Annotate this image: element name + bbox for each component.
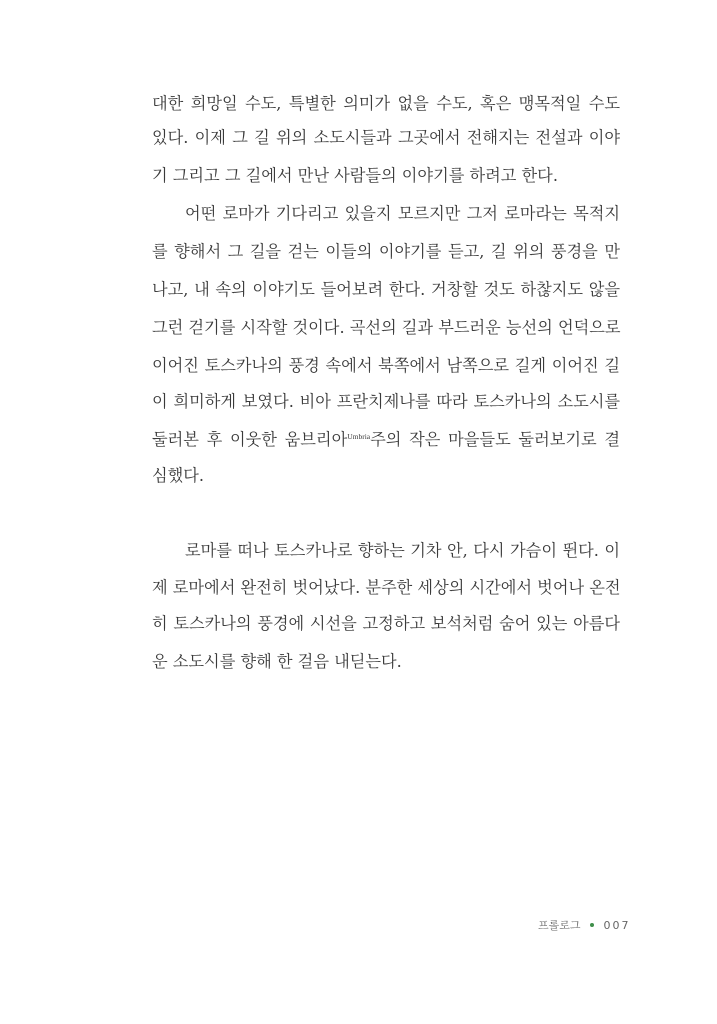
page-number: 007 <box>603 919 631 932</box>
paragraph-1-line-2: 있다. 이제 그 길 위의 소도시들과 그곳에서 전해지는 전설과 이야 <box>152 128 620 147</box>
footer-section-title: 프롤로그 <box>538 919 581 932</box>
paragraph-2-line-4: 그런 걷기를 시작할 것이다. 곡선의 길과 부드러운 능선의 언덕으로 <box>152 318 621 337</box>
paragraph-2-line-5: 이어진 토스카나의 풍경 속에서 북쪽에서 남쪽으로 길게 이어진 길 <box>152 356 620 375</box>
paragraph-3-line-2: 제 로마에서 완전히 벗어났다. 분주한 세상의 시간에서 벗어나 온전 <box>152 578 621 597</box>
footer-bullet-icon <box>590 923 594 927</box>
umbria-line-before: 둘러본 후 이웃한 움브리아 <box>152 430 348 449</box>
umbria-superscript: Umbria <box>347 432 371 441</box>
paragraph-2-line-1: 어떤 로마가 기다리고 있을지 모르지만 그저 로마라는 목적지 <box>185 204 620 223</box>
paragraph-2-line-last: 심했다. <box>152 466 205 485</box>
page-footer <box>538 917 631 935</box>
paragraph-1-line-3: 기 그리고 그 길에서 만난 사람들의 이야기를 하려고 한다. <box>152 166 558 185</box>
paragraph-2-line-2: 를 향해서 그 길을 걷는 이들의 이야기를 듣고, 길 위의 풍경을 만 <box>152 242 620 261</box>
paragraph-3-line-4: 운 소도시를 향해 한 걸음 내딛는다. <box>152 652 402 671</box>
paragraph-2-line-6: 이 희미하게 보였다. 비아 프란치제나를 따라 토스카나의 소도시를 <box>152 392 620 411</box>
umbria-line-after: 주의 작은 마을들도 둘러보기로 결 <box>370 430 620 449</box>
paragraph-2-line-umbria <box>152 428 620 452</box>
paragraph-1-line-1: 대한 희망일 수도, 특별한 의미가 없을 수도, 혹은 맹목적일 수도 <box>152 94 620 113</box>
paragraph-3-line-1: 로마를 떠나 토스카나로 향하는 기차 안, 다시 가슴이 뛴다. 이 <box>185 541 620 560</box>
paragraph-3-line-3: 히 토스카나의 풍경에 시선을 고정하고 보석처럼 숨어 있는 아름다 <box>152 614 620 633</box>
paragraph-2-line-3: 나고, 내 속의 이야기도 들어보려 한다. 거창할 것도 하찮지도 않을 <box>152 280 620 299</box>
